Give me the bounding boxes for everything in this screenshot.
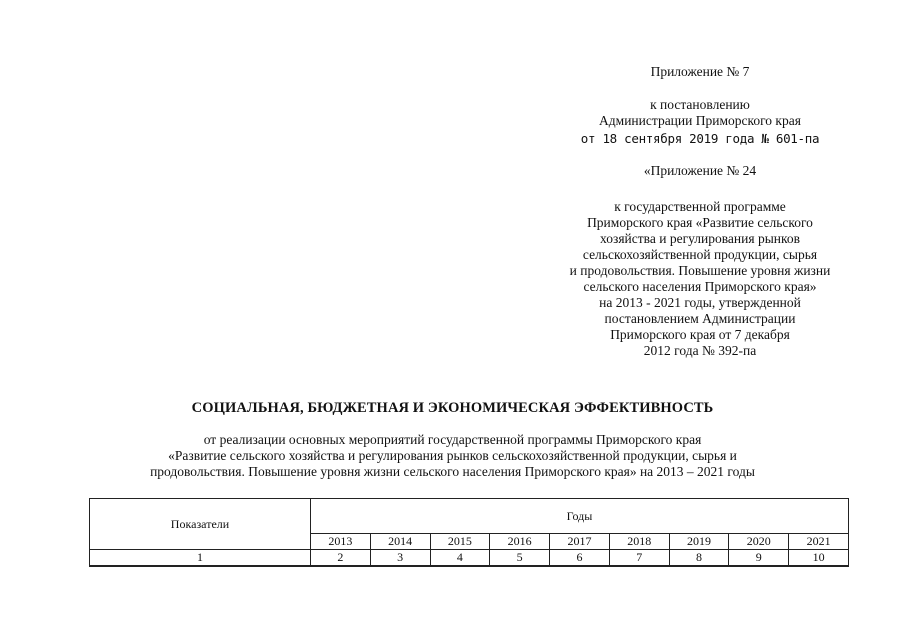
column-number-cell: 7 <box>609 550 669 567</box>
year-cell: 2015 <box>430 534 490 550</box>
year-cell: 2018 <box>609 534 669 550</box>
annex-administration: Администрации Приморского края <box>599 113 801 128</box>
column-number-cell: 1 <box>90 550 311 567</box>
program-line: Приморского края от 7 декабря <box>610 327 790 342</box>
indicators-header: Показатели <box>90 499 311 550</box>
column-number-cell: 2 <box>311 550 371 567</box>
program-line: хозяйства и регулирования рынков <box>600 231 800 246</box>
program-line: и продовольствия. Повышение уровня жизни <box>569 263 831 278</box>
document-heading: СОЦИАЛЬНАЯ, БЮДЖЕТНАЯ И ЭКОНОМИЧЕСКАЯ ЭФФЕКТИВНОСТЬ <box>191 400 714 416</box>
year-cell: 2014 <box>370 534 430 550</box>
program-line: на 2013 - 2021 годы, утвержденной <box>599 295 801 310</box>
program-line: 2012 года № 392-па <box>643 343 757 358</box>
column-number-cell: 8 <box>669 550 729 567</box>
year-cell: 2021 <box>789 534 849 550</box>
column-number-cell: 5 <box>490 550 550 567</box>
years-header: Годы <box>311 499 849 534</box>
year-cell: 2020 <box>729 534 789 550</box>
document-subheading <box>100 432 805 480</box>
program-line: сельского населения Приморского края» <box>583 279 817 294</box>
efficiency-table <box>89 498 849 567</box>
program-line: к государственной программе <box>614 199 786 214</box>
program-line: сельскохозяйственной продукции, сырья <box>582 247 818 262</box>
column-number-cell: 9 <box>729 550 789 567</box>
program-reference <box>520 199 880 359</box>
year-cell: 2013 <box>311 534 371 550</box>
subheading-line: продовольствия. Повышение уровня жизни сельского населения Приморского края» на 2013 – 2021 годы <box>150 464 755 479</box>
subheading-line: «Развитие сельского хозяйства и регулирования рынков сельскохозяйственной продукции, сырья и <box>168 448 737 463</box>
year-cell: 2019 <box>669 534 729 550</box>
column-number-cell: 4 <box>430 550 490 567</box>
annex-24-title: «Приложение № 24 <box>643 163 757 178</box>
column-number-cell: 3 <box>370 550 430 567</box>
subheading-line: от реализации основных мероприятий государственной программы Приморского края <box>203 432 702 447</box>
resolution-date-stamp: от 18 сентября 2019 года № 601-па <box>580 131 820 146</box>
year-cell: 2016 <box>490 534 550 550</box>
column-number-cell: 6 <box>550 550 610 567</box>
program-line: Приморского края «Развитие сельского <box>587 215 813 230</box>
annex-title: Приложение № 7 <box>650 64 750 79</box>
year-cell: 2017 <box>550 534 610 550</box>
program-line: постановлением Администрации <box>604 311 796 326</box>
column-number-cell: 10 <box>789 550 849 567</box>
annex-to-resolution: к постановлению <box>650 97 750 112</box>
